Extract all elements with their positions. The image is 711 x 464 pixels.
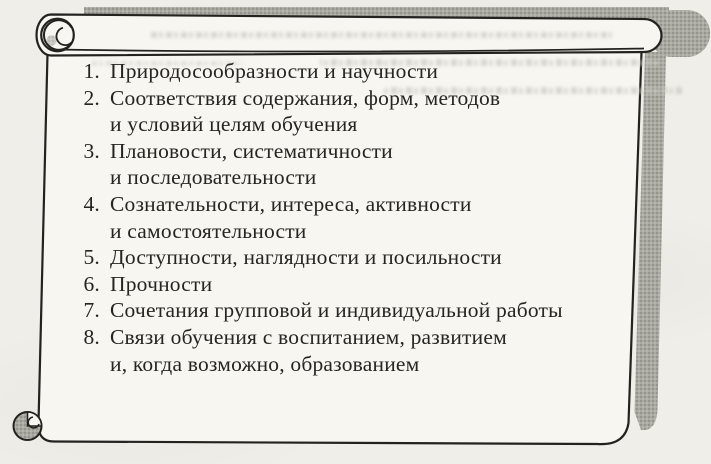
item-text-line: Связи обучения с воспитанием, развитием bbox=[110, 324, 507, 349]
list-item bbox=[70, 85, 648, 138]
scroll-bottom-left-curl-icon bbox=[14, 412, 42, 440]
item-text bbox=[110, 271, 648, 298]
item-text-line: Сочетания групповой и индивидуальной работы bbox=[110, 298, 563, 323]
list-item bbox=[70, 244, 648, 271]
item-text-line: и, когда возможно, образованием bbox=[110, 351, 420, 376]
item-text-line: и последовательности bbox=[110, 165, 317, 190]
item-text-line: и условий целям обучения bbox=[110, 112, 358, 137]
list-item bbox=[70, 58, 648, 85]
item-number: 4. bbox=[83, 191, 100, 216]
item-text-line: и самостоятельности bbox=[110, 218, 307, 243]
scroll-top-left-curl-icon bbox=[41, 19, 74, 52]
item-text bbox=[110, 244, 648, 271]
list-item bbox=[70, 297, 648, 324]
list-item bbox=[70, 324, 648, 377]
item-text-line: Прочности bbox=[110, 271, 213, 296]
list-item bbox=[70, 138, 648, 191]
item-text bbox=[110, 138, 648, 191]
item-text bbox=[110, 85, 648, 138]
item-number: 7. bbox=[83, 298, 100, 323]
item-number: 2. bbox=[83, 85, 100, 110]
item-text bbox=[110, 191, 648, 244]
item-text-line: Сознательности, интереса, активности bbox=[110, 191, 472, 216]
item-number: 1. bbox=[83, 59, 100, 83]
list-item bbox=[70, 191, 648, 244]
item-text bbox=[110, 58, 648, 85]
item-text-line: Доступности, наглядности и посильности bbox=[110, 245, 502, 270]
item-text bbox=[110, 324, 648, 377]
item-text-line: Соответствия содержания, форм, методов bbox=[110, 85, 501, 110]
item-number: 8. bbox=[83, 324, 100, 349]
item-number: 6. bbox=[83, 271, 100, 296]
principles-list bbox=[70, 58, 648, 377]
item-text-line: Плановости, систематичности bbox=[110, 138, 393, 163]
item-number: 3. bbox=[83, 138, 100, 163]
item-text bbox=[110, 297, 648, 324]
item-number: 5. bbox=[83, 245, 100, 270]
item-text-line: Природосообразности и научности bbox=[110, 59, 439, 83]
list-item bbox=[70, 271, 648, 298]
